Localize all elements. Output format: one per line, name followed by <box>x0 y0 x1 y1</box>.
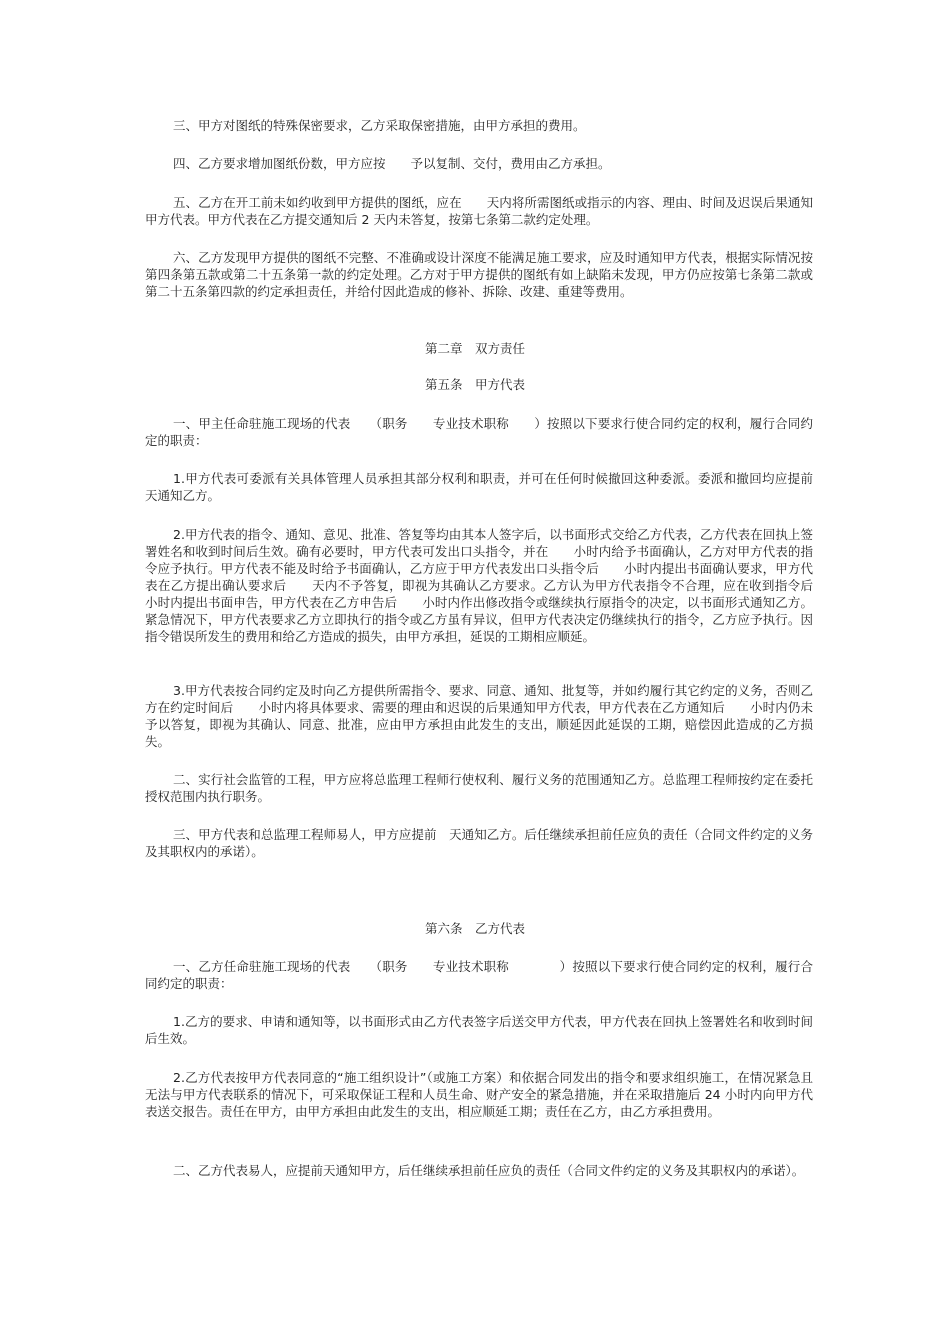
paragraph-a5-2: 二、实行社会监管的工程，甲方应将总监理工程师行使权利、履行义务的范围通知乙方。总监理工程师按约定在委托授权范围内执行职务。 <box>145 772 813 804</box>
paragraph-drawing-confidentiality: 三、甲方对图纸的特殊保密要求，乙方采取保密措施，由甲方承担的费用。 <box>173 118 586 133</box>
paragraph-a6-1-1: 1.乙方的要求、申请和通知等，以书面形式由乙方代表签字后送交甲方代表，甲方代表在回执上签署姓名和收到时间后生效。 <box>145 1014 813 1046</box>
paragraph-a5-1-1: 1.甲方代表可委派有关具体管理人员承担其部分权利和职责，并可在任何时候撤回这种委派。委派和撤回均应提前 天通知乙方。 <box>145 471 839 503</box>
paragraph-drawings-defects: 六、乙方发现甲方提供的图纸不完整、不准确或设计深度不能满足施工要求，应及时通知甲方代表，根据实际情况按第四条第五款或第二十五条第一款的约定处理。乙方对于甲方提供的图纸有如上缺陷未发现，甲方仍应按第七条第二款或第二十五条第四款的约定承担责任，并给付因此造成的修补、拆除、改建、重建等费用。 <box>145 250 813 299</box>
paragraph-a6-1-2: 2.乙方代表按甲方代表同意的“施工组织设计”（或施工方案）和依据合同发出的指令和要求组织施工，在情况紧急且无法与甲方代表联系的情况下，可采取保证工程和人员生命、财产安全的紧急措施，并在采取措施后 24 小时内向甲方代表送交报告。责任在甲方，由甲方承担由此发生的支出，相应顺延工期；责任在乙方，由乙方承担费用。 <box>145 1070 813 1119</box>
paragraph-drawing-copies: 四、乙方要求增加图纸份数，甲方应按 予以复制、交付，费用由乙方承担。 <box>173 156 611 171</box>
paragraph-a5-1-3: 3.甲方代表按合同约定及时向乙方提供所需指令、要求、同意、通知、批复等，并如约履行其它约定的义务，否则乙方在约定时间后 小时内将具体要求、需要的理由和迟误的后果通知甲方代表，甲方代表在乙方通知后 小时内仍未予以答复，即视为其确认、同意、批准，应由甲方承担由此发生的支出，顺延因此延误的工期，赔偿因此造成的乙方损失。 <box>145 683 813 749</box>
article-6-heading: 第六条 乙方代表 <box>424 921 525 936</box>
chapter-heading: 第二章 双方责任 <box>424 341 525 356</box>
paragraph-drawings-not-received: 五、乙方在开工前未如约收到甲方提供的图纸，应在 天内将所需图纸或指示的内容、理由、时间及迟误后果通知甲方代表。甲方代表在乙方提交通知后 2 天内未答复，按第七条第二款约定处理。 <box>145 195 813 227</box>
paragraph-a5-3: 三、甲方代表和总监理工程师易人，甲方应提前 天通知乙方。后任继续承担前任应负的责任（合同文件约定的义务及其职权内的承诺）。 <box>145 827 813 859</box>
paragraph-a5-1: 一、甲主任命驻施工现场的代表 （职务 专业技术职称 ）按照以下要求行使合同约定的权利，履行合同约定的职责： <box>145 416 813 448</box>
article-5-heading: 第五条 甲方代表 <box>424 377 525 392</box>
paragraph-a6-2: 二、乙方代表易人，应提前天通知甲方，后任继续承担前任应负的责任（合同文件约定的义务及其职权内的承诺）。 <box>173 1163 805 1178</box>
paragraph-a5-1-2: 2.甲方代表的指令、通知、意见、批准、答复等均由其本人签字后，以书面形式交给乙方代表，乙方代表在回执上签署姓名和收到时间后生效。确有必要时，甲方代表可发出口头指令，并在 小时内给予书面确认，乙方对甲方代表的指令应予执行。甲方代表不能及时给予书面确认，乙方应于甲方代表发出口头指令后 小时内提出书面确认要求，甲方代表在乙方提出确认要求后 天内不予答复，即视为其确认乙方要求。乙方认为甲方代表指令不合理，应在收到指令后 小时内提出书面申告，甲方代表在乙方申告后 小时内作出修改指令或继续执行原指令的决定，以书面形式通知乙方。紧急情况下，甲方代表要求乙方立即执行的指令或乙方虽有异议，但甲方代表决定仍继续执行的指令，乙方应予执行。因指令错误所发生的费用和给乙方造成的损失，由甲方承担，延误的工期相应顺延。 <box>145 527 839 644</box>
paragraph-a6-1: 一、乙方任命驻施工现场的代表 （职务 专业技术职称 ）按照以下要求行使合同约定的权利，履行合同约定的职责： <box>145 959 813 991</box>
